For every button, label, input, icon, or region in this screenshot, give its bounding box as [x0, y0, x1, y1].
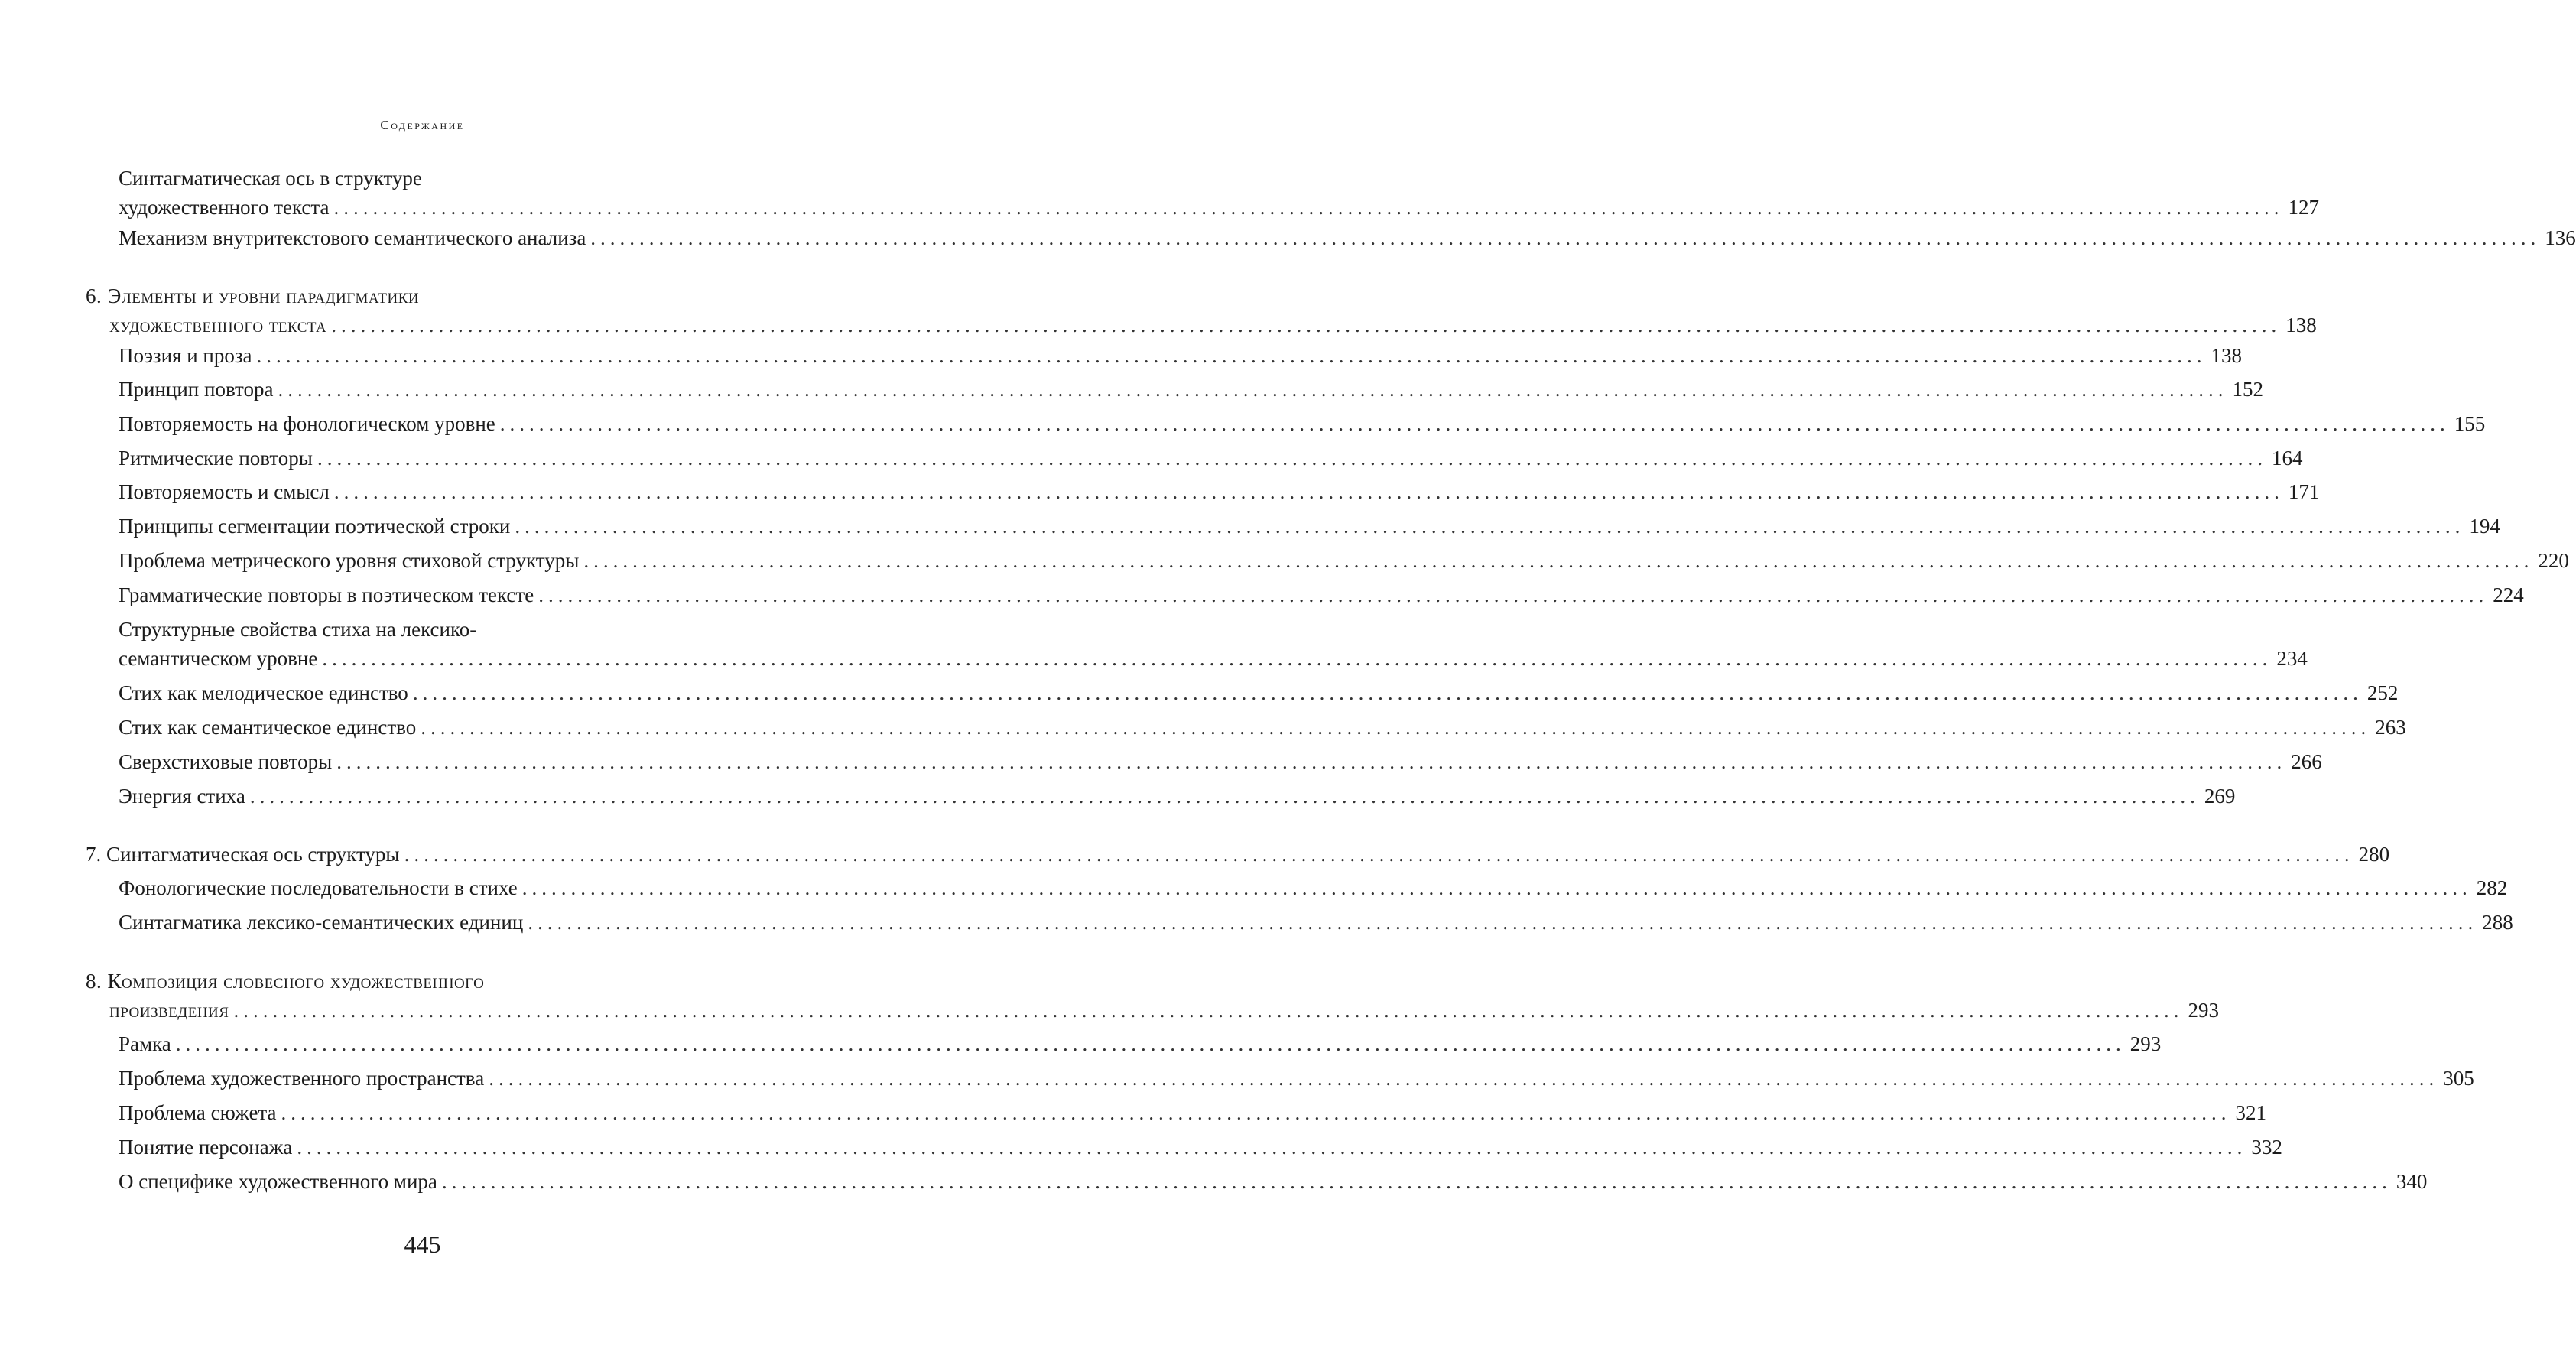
toc-entry-page-number: 263 [2375, 716, 2406, 739]
dot-leader: ........................................................................................................................................................................................................ [521, 876, 2472, 899]
toc-entry-title: Стих как семантическое единство [119, 716, 417, 739]
toc-entry-page-number: 293 [2188, 999, 2219, 1022]
toc-entry-title: Проблема художественного пространства [119, 1067, 485, 1090]
toc-entry-page-number: 224 [2493, 583, 2524, 606]
dot-leader: ........................................................................................................................................................................................................ [583, 549, 2534, 572]
dot-leader: ........................................................................................................................................................................................................ [249, 785, 2200, 808]
dot-leader: ........................................................................................................................................................................................................ [278, 378, 2228, 401]
toc-entry-title: Механизм внутритекстового семантического анализа [119, 226, 586, 249]
toc-entry-page-number: 288 [2482, 911, 2513, 934]
dot-leader: ........................................................................................................................................................................................................ [175, 1032, 2126, 1055]
toc-entry-title: Стих как мелодическое единство [119, 681, 408, 704]
toc-entry-page-number: 293 [2129, 1032, 2162, 1055]
toc-entry-page-number: 220 [2538, 549, 2569, 572]
toc-entry-title: О специфике художественного мира [119, 1170, 437, 1193]
running-head: Содержание [380, 118, 465, 132]
toc-entry-title-line: Структурные свойства стиха на лексико- [119, 618, 477, 641]
toc-entry-title: художественного текста [109, 314, 327, 336]
toc-entry-title: Понятие персонажа [119, 1136, 293, 1159]
toc-entry-title: Повторяемость и смысл [119, 480, 330, 503]
toc-entry-page-number: 269 [2204, 785, 2236, 808]
toc-entry-page-number: 332 [2251, 1136, 2282, 1159]
toc-entry-page-number: 282 [2476, 876, 2508, 899]
dot-leader: ........................................................................................................................................................................................................ [515, 515, 2465, 538]
dot-leader: ........................................................................................................................................................................................................ [489, 1067, 2439, 1090]
dot-leader: ........................................................................................................................................................................................................ [528, 911, 2478, 934]
toc-entry-title: Принципы сегментации поэтической строки [119, 515, 511, 538]
toc-entry-page-number: 155 [2454, 412, 2486, 435]
dot-leader: ........................................................................................................................................................................................................ [297, 1136, 2247, 1159]
toc-entry-title-line: 8. Композиция словесного художественного [86, 970, 485, 993]
toc-entry-page-number: 321 [2235, 1101, 2267, 1124]
dot-leader: ........................................................................................................................................................................................................ [281, 1101, 2231, 1124]
toc-entry-title: Повторяемость на фонологическом уровне [119, 412, 495, 435]
page-number: 445 [404, 1230, 441, 1258]
dot-leader: ........................................................................................................................................................................................................ [499, 412, 2450, 435]
toc-entry-title: Грамматические повторы в поэтическом тексте [119, 583, 534, 606]
toc-entry-page-number: 252 [2366, 681, 2399, 704]
toc-entry-page-number: 266 [2291, 750, 2322, 773]
toc-entry-title: Рамка [119, 1032, 171, 1055]
toc-entry-page-number: 138 [2211, 344, 2242, 367]
dot-leader: ........................................................................................................................................................................................................ [441, 1170, 2392, 1193]
toc-entry-title: художественного текста [119, 196, 330, 219]
toc-entry-page-number: 152 [2232, 378, 2263, 401]
toc-entry-title: произведения [109, 999, 229, 1022]
toc-entry-title: 7. Синтагматическая ось структуры [86, 843, 400, 866]
dot-leader: ........................................................................................................................................................................................................ [331, 314, 2282, 336]
dot-leader: ........................................................................................................................................................................................................ [233, 999, 2184, 1022]
dot-leader: ........................................................................................................................................................................................................ [317, 447, 2267, 470]
dot-leader: ........................................................................................................................................................................................................ [322, 647, 2272, 670]
toc-entry-page-number: 280 [2358, 843, 2390, 866]
toc-entry-title: Проблема сюжета [119, 1101, 277, 1124]
toc-entry-page-number: 194 [2469, 515, 2500, 538]
toc-entry-page-number: 340 [2396, 1170, 2428, 1193]
toc-entry-title: Энергия стиха [119, 785, 245, 808]
toc-entry-page-number: 136 [2545, 226, 2576, 249]
toc-entry-title: Фонологические последовательности в стихе [119, 876, 518, 899]
toc-entry-page-number: 305 [2443, 1067, 2474, 1090]
dot-leader: ........................................................................................................................................................................................................ [538, 583, 2489, 606]
toc-entry-title-line: Синтагматическая ось в структуре [119, 167, 422, 190]
dot-leader: ........................................................................................................................................................................................................ [412, 681, 2363, 704]
dot-leader: ........................................................................................................................................................................................................ [333, 480, 2284, 503]
toc-entry-page-number: 234 [2276, 647, 2308, 670]
toc-entry-title: Проблема метрического уровня стиховой структуры [119, 549, 580, 572]
dot-leader: ........................................................................................................................................................................................................ [256, 344, 2207, 367]
dot-leader: ........................................................................................................................................................................................................ [333, 196, 2284, 219]
dot-leader: ........................................................................................................................................................................................................ [421, 716, 2371, 739]
toc-entry-page-number: 164 [2271, 447, 2303, 470]
toc-entry-title: Ритмические повторы [119, 447, 313, 470]
toc-entry-page-number: 138 [2285, 314, 2317, 336]
toc-entry-page-number: 171 [2288, 480, 2320, 503]
toc-entry-title: семантическом уровне [119, 647, 318, 670]
toc-entry-title: Сверхстиховые повторы [119, 750, 333, 773]
toc-entry-title: Синтагматика лексико-семантических единиц [119, 911, 524, 934]
toc-entry-page-number: 127 [2288, 196, 2320, 219]
dot-leader: ........................................................................................................................................................................................................ [336, 750, 2287, 773]
dot-leader: ........................................................................................................................................................................................................ [590, 226, 2541, 249]
toc-entry-title: Поэзия и проза [119, 344, 252, 367]
toc-entry-title: Принцип повтора [119, 378, 274, 401]
dot-leader: ........................................................................................................................................................................................................ [404, 843, 2354, 866]
toc-entry-title-line: 6. Элементы и уровни парадигматики [86, 284, 420, 307]
